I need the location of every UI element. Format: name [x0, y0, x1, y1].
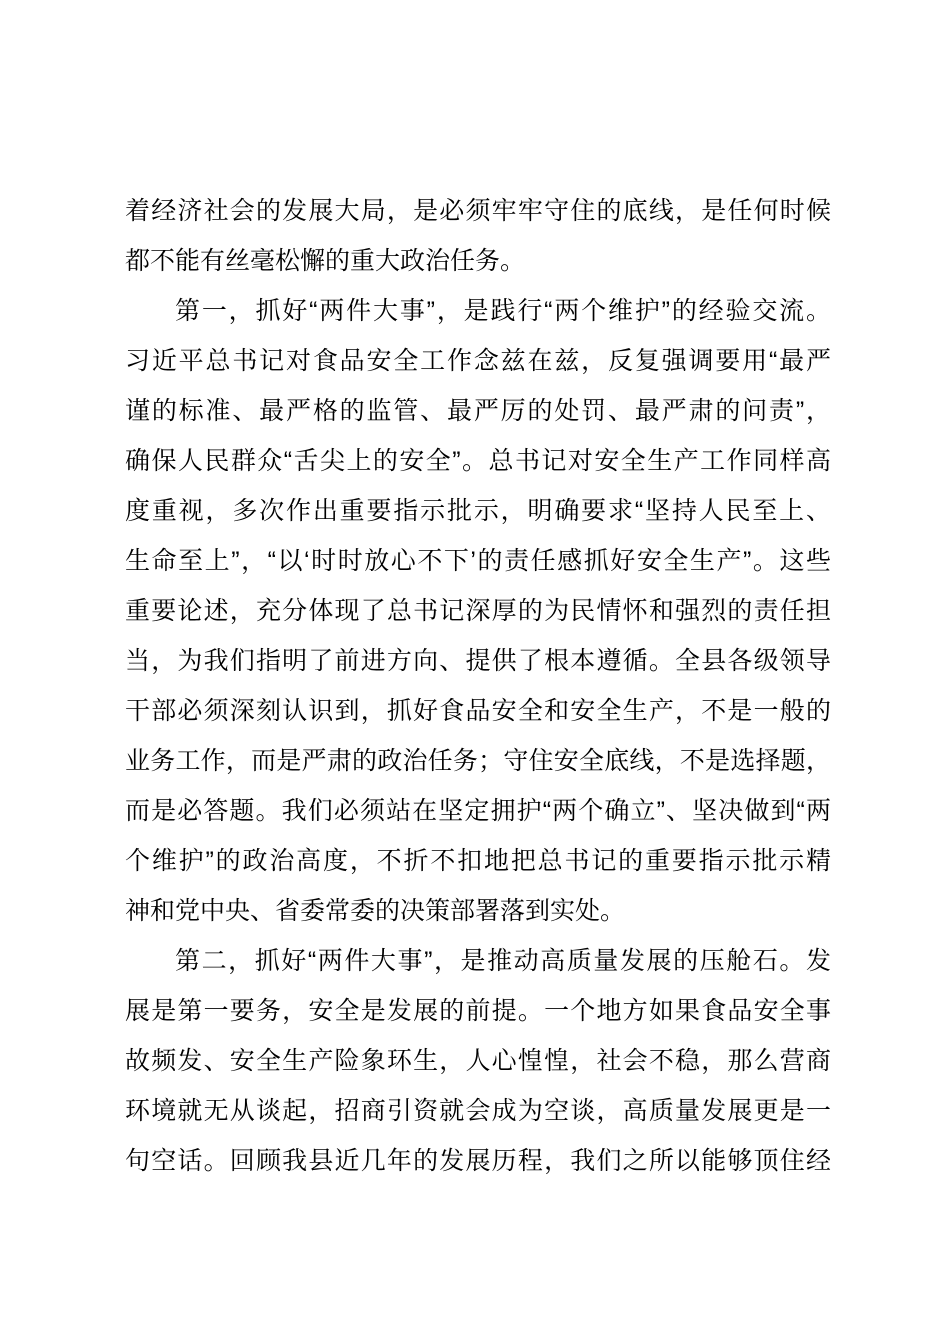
paragraph — [125, 286, 831, 936]
text-line: 当，为我们指明了前进方向、提供了根本遵循。全县各级领导 — [125, 647, 831, 675]
text-line: 个维护”的政治高度，不折不扣地把总书记的重要指示批示精 — [125, 847, 831, 875]
text-line: 环境就无从谈起，招商引资就会成为空谈，高质量发展更是一 — [125, 1097, 831, 1125]
text-line: 度重视，多次作出重要指示批示，明确要求“坚持人民至上、 — [125, 497, 831, 525]
text-line: 第二，抓好“两件大事”，是推动高质量发展的压舱石。发 — [175, 947, 831, 975]
text-line: 确保人民群众“舌尖上的安全”。总书记对安全生产工作同样高 — [125, 447, 831, 475]
text-line: 都不能有丝毫松懈的重大政治任务。 — [125, 247, 526, 275]
text-line: 干部必须深刻认识到，抓好食品安全和安全生产，不是一般的 — [125, 697, 831, 725]
text-line: 业务工作，而是严肃的政治任务；守住安全底线，不是选择题， — [125, 747, 831, 775]
text-line: 重要论述，充分体现了总书记深厚的为民情怀和强烈的责任担 — [125, 597, 831, 625]
paragraph — [125, 186, 831, 286]
text-line: 习近平总书记对食品安全工作念兹在兹，反复强调要用“最严 — [125, 347, 831, 375]
text-line: 谨的标准、最严格的监管、最严厉的处罚、最严肃的问责”， — [125, 397, 831, 425]
text-line: 神和党中央、省委常委的决策部署落到实处。 — [125, 897, 626, 925]
text-line: 句空话。回顾我县近几年的发展历程，我们之所以能够顶住经 — [125, 1147, 831, 1175]
text-line: 故频发、安全生产险象环生，人心惶惶，社会不稳，那么营商 — [125, 1047, 831, 1075]
text-line: 展是第一要务，安全是发展的前提。一个地方如果食品安全事 — [125, 997, 831, 1025]
text-line: 着经济社会的发展大局，是必须牢牢守住的底线，是任何时候 — [125, 197, 831, 225]
document-body — [125, 186, 831, 1186]
text-line: 第一，抓好“两件大事”，是践行“两个维护”的经验交流。 — [175, 297, 831, 325]
text-line: 而是必答题。我们必须站在坚定拥护“两个确立”、坚决做到“两 — [125, 797, 831, 825]
text-line: 生命至上”，“以‘时时放心不下’的责任感抓好安全生产”。这些 — [125, 547, 831, 575]
paragraph — [125, 936, 831, 1186]
